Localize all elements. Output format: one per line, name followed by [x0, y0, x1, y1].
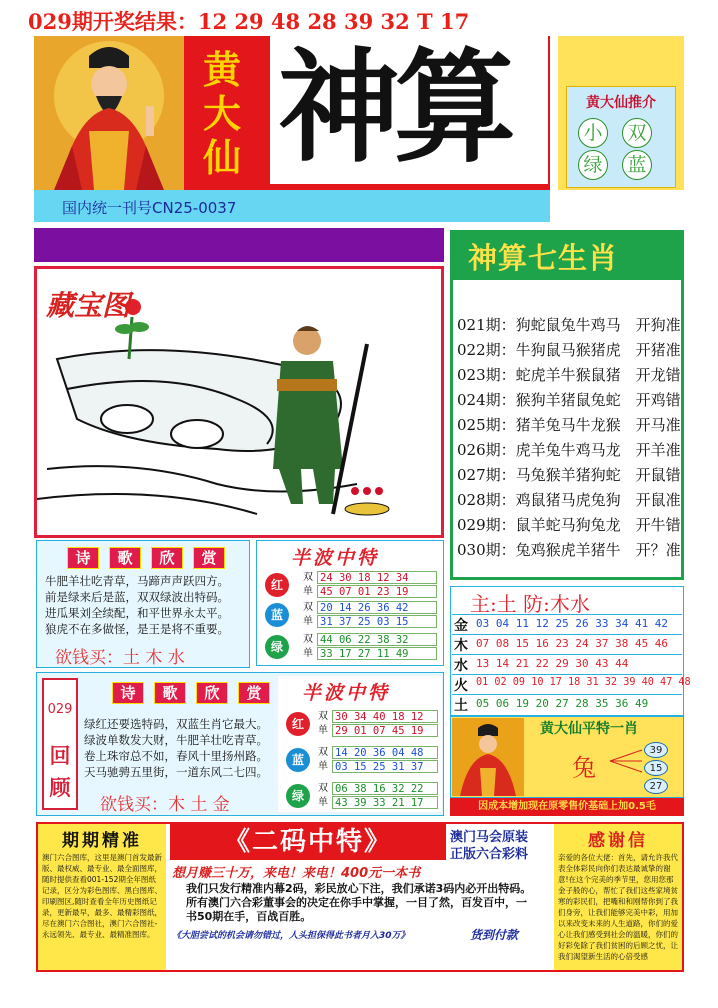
poem-banner-char: 欣 — [151, 547, 183, 569]
wave-numbers: 44 06 22 38 32 — [317, 633, 437, 646]
poem-panel — [36, 540, 250, 668]
wave-numbers: 45 07 01 23 19 — [317, 585, 437, 598]
promo-char: 双 — [622, 118, 652, 148]
pingte-number: 15 — [644, 760, 668, 776]
promise-text: 我们只发行精准内幕2码，彩民放心下注，我们承诺3码内必开出特码。所有澳门六合彩董事会的决定在你手中掌握，一目了然，百发百中，一书50期在手，百战百胜。 — [186, 882, 532, 923]
wave-color-badge: 蓝 — [286, 748, 310, 772]
five-elements-row — [452, 674, 691, 695]
shensuan-list — [450, 280, 684, 580]
promo-char: 绿 — [578, 150, 608, 180]
wave-numbers: 33 17 27 11 49 — [317, 647, 437, 660]
treasure-map-title: 藏宝图 — [46, 289, 131, 322]
earn-slogan: 想月赚三十万，来电！来电！400元一本书 — [172, 866, 421, 881]
element-numbers: 05 06 19 20 27 28 35 36 49 — [476, 697, 649, 710]
wave-color-badge: 绿 — [265, 635, 289, 659]
shensuan-row: 029期：鼠羊蛇马狗兔龙 开牛错 — [457, 516, 681, 534]
element-label: 木 — [454, 638, 468, 654]
wave-type-label: 单 — [303, 586, 313, 597]
guarantee-note: 《大胆尝试的机会请勿错过，人头担保得此书者月入30万》 — [172, 931, 410, 941]
wave-numbers: 30 34 40 18 12 — [332, 710, 438, 723]
element-label: 金 — [454, 618, 468, 634]
shensuan-row: 022期：牛狗鼠马猴猪虎 开猪准 — [457, 341, 681, 359]
element-label: 土 — [454, 698, 468, 714]
pingte-arrows — [608, 744, 648, 778]
element-label: 火 — [454, 678, 468, 694]
wave-numbers: 06 38 16 32 22 — [332, 782, 438, 795]
poem-banner-char: 欣 — [196, 682, 228, 704]
promo-char: 小 — [578, 118, 608, 148]
wave-type-label: 单 — [318, 725, 328, 736]
half-wave-title: 半波中特 — [291, 547, 380, 569]
pingte-zodiac: 兔 — [572, 754, 596, 782]
five-elements-row — [452, 614, 682, 635]
review-poem — [82, 678, 272, 815]
issn-text: 国内统一刊号CN25-0037 — [62, 199, 237, 217]
shensuan-row: 021期：狗蛇鼠兔牛鸡马 开狗准 — [457, 316, 681, 334]
accuracy-text: 澳门六合图库，这里是澳门首发最新版、最权威、最专业、最全面图库，随时提供查看001-152期全年图纸记录，区分为彩色图库、黑白图库、印刷图区,随时查看全年历史图纸记录，更新最早，最多、最精彩图纸，尽在澳门六合图社，澳门六合图社-永远领先、最专业、最精准图库。 — [42, 853, 162, 939]
wave-color-badge: 红 — [286, 712, 310, 736]
price-notice: 因成本增加现在原零售价基础上加0.5毛 — [450, 798, 684, 816]
wave-type-label: 单 — [318, 797, 328, 808]
shensuan-header — [450, 230, 684, 280]
wave-numbers: 20 14 26 36 42 — [317, 601, 437, 614]
promo-char: 蓝 — [622, 150, 652, 180]
wave-type-label: 双 — [303, 572, 313, 583]
big-title-panel — [270, 34, 548, 184]
element-numbers: 03 04 11 12 25 26 33 34 41 42 — [476, 617, 669, 630]
wave-numbers: 03 15 25 31 37 — [332, 760, 438, 773]
purple-divider — [34, 228, 444, 262]
review-half-wave-panel — [278, 676, 442, 812]
poem-line: 天马驰骋五里街，一道东风二七四。 — [84, 765, 268, 779]
poem-banner-char: 歌 — [154, 682, 186, 704]
macau-original-label: 澳门马会原装 — [450, 830, 529, 845]
accuracy-title: 期期精准 — [62, 831, 142, 851]
wave-numbers: 43 39 33 21 17 — [332, 796, 438, 809]
wave-color-badge: 蓝 — [265, 603, 289, 627]
wave-numbers: 24 30 18 12 34 — [317, 571, 437, 584]
five-elements-header: 主:土 防:木水 — [470, 592, 590, 616]
brand-char: 黄 — [202, 47, 241, 92]
five-elements-row — [452, 654, 682, 675]
five-elements-row — [452, 634, 682, 655]
wave-numbers: 31 37 25 03 15 — [317, 615, 437, 628]
pingte-number: 27 — [644, 778, 668, 794]
poem-line: 进瓜果刘全续配，和平世界永太平。 — [45, 606, 229, 620]
wave-type-label: 单 — [318, 761, 328, 772]
shensuan-row: 028期：鸡鼠猪马虎兔狗 开鼠准 — [457, 491, 681, 509]
shensuan-row: 030期：兔鸡猴虎羊猪牛 开？准 — [457, 541, 681, 559]
poem-banner-char: 赏 — [238, 682, 270, 704]
poem-buy-hint: 欲钱买：木 土 金 — [100, 795, 230, 815]
shensuan-row: 027期：马兔猴羊猪狗蛇 开鼠错 — [457, 466, 681, 484]
wave-type-label: 双 — [318, 783, 328, 794]
half-wave-title: 半波中特 — [302, 682, 391, 704]
element-numbers: 01 02 09 10 17 18 31 32 39 40 47 48 — [476, 677, 691, 688]
review-issue-number: 029 — [47, 702, 73, 717]
element-numbers: 07 08 15 16 23 24 37 38 45 46 — [476, 637, 669, 650]
brand-char: 大 — [202, 91, 241, 136]
poem-banner-char: 诗 — [67, 547, 99, 569]
pingte-title: 黄大仙平特一肖 — [540, 721, 638, 737]
issn-bar — [34, 190, 550, 222]
poem-buy-hint: 欲钱买：土 木 水 — [55, 648, 185, 668]
wave-type-label: 单 — [303, 648, 313, 659]
big-title: 神算 — [278, 37, 510, 179]
wave-numbers: 29 01 07 45 19 — [332, 724, 438, 737]
draw-result-headline: 029期开奖结果：12 29 48 28 39 32 T 17 — [28, 9, 470, 34]
poem-line: 前是绿来后是蓝，双双绿波出特码。 — [45, 590, 229, 604]
wave-type-label: 双 — [318, 747, 328, 758]
cash-on-delivery: 货到付款 — [470, 928, 519, 942]
half-wave-panel — [256, 540, 444, 666]
huang-da-xian-small-portrait — [452, 718, 524, 796]
poem-line: 绿波单数发大财，牛肥羊壮吃青草。 — [84, 733, 268, 747]
element-numbers: 13 14 21 22 29 30 43 44 — [476, 657, 629, 670]
thank-you-text: 亲爱的各位大佬：首先，请允许我代表全体彩民向你们表达最诚挚的谢意!在这个完美的季节里，您用您那金子般的心，帮忙了我们这些家境贫寒的彩民们，把嘴和和刚帮你到了我们身旁，让我们能够完美中彩，用加以来改变未来的人生道路，你们的爱心让我们感受到社会的温暖，你们的好彩免除了我们贫困的后顾之忧，让我们渴望新生活的心倍受感 — [558, 853, 678, 961]
review-label: 回顾 — [49, 744, 71, 800]
wave-type-label: 双 — [318, 711, 328, 722]
wave-numbers: 14 20 36 04 48 — [332, 746, 438, 759]
poem-banner-char: 歌 — [109, 547, 141, 569]
huang-da-xian-portrait — [34, 36, 184, 190]
poem-line: 卷上珠帘总不如，春风十里扬州路。 — [84, 749, 268, 763]
poem-banner-char: 赏 — [193, 547, 225, 569]
brand-char: 仙 — [202, 135, 241, 180]
five-elements-row — [452, 694, 682, 715]
shensuan-row: 024期：猴狗羊猪鼠兔蛇 开鸡错 — [457, 391, 681, 409]
poem-line: 狼虎不在多做怪，是王是将不重要。 — [45, 622, 229, 636]
wave-type-label: 双 — [303, 634, 313, 645]
brand-name-vertical — [192, 48, 252, 180]
element-label: 水 — [454, 658, 468, 674]
poem-line: 绿红还要选特码，双蓝生肖它最大。 — [84, 717, 268, 731]
thank-you-title: 感谢信 — [588, 831, 648, 851]
two-code-banner: 《二码中特》 — [170, 824, 446, 860]
poem-line: 牛肥羊壮吃青草，马蹄声声跃四方。 — [45, 574, 229, 588]
shensuan-row: 025期：猪羊兔马牛龙猴 开马准 — [457, 416, 681, 434]
pingte-number: 39 — [644, 742, 668, 758]
shensuan-title: 神算七生肖 — [468, 241, 619, 275]
wave-color-badge: 红 — [265, 573, 289, 597]
poem-banner-char: 诗 — [112, 682, 144, 704]
wave-type-label: 单 — [303, 616, 313, 627]
shensuan-row: 023期：蛇虎羊牛猴鼠猪 开龙错 — [457, 366, 681, 384]
macau-genuine-label: 正版六合彩料 — [450, 847, 529, 862]
promo-title: 黄大仙推介 — [586, 95, 656, 111]
wave-type-label: 双 — [303, 602, 313, 613]
wave-color-badge: 绿 — [286, 784, 310, 808]
shensuan-row: 026期：虎羊兔牛鸡马龙 开羊准 — [457, 441, 681, 459]
